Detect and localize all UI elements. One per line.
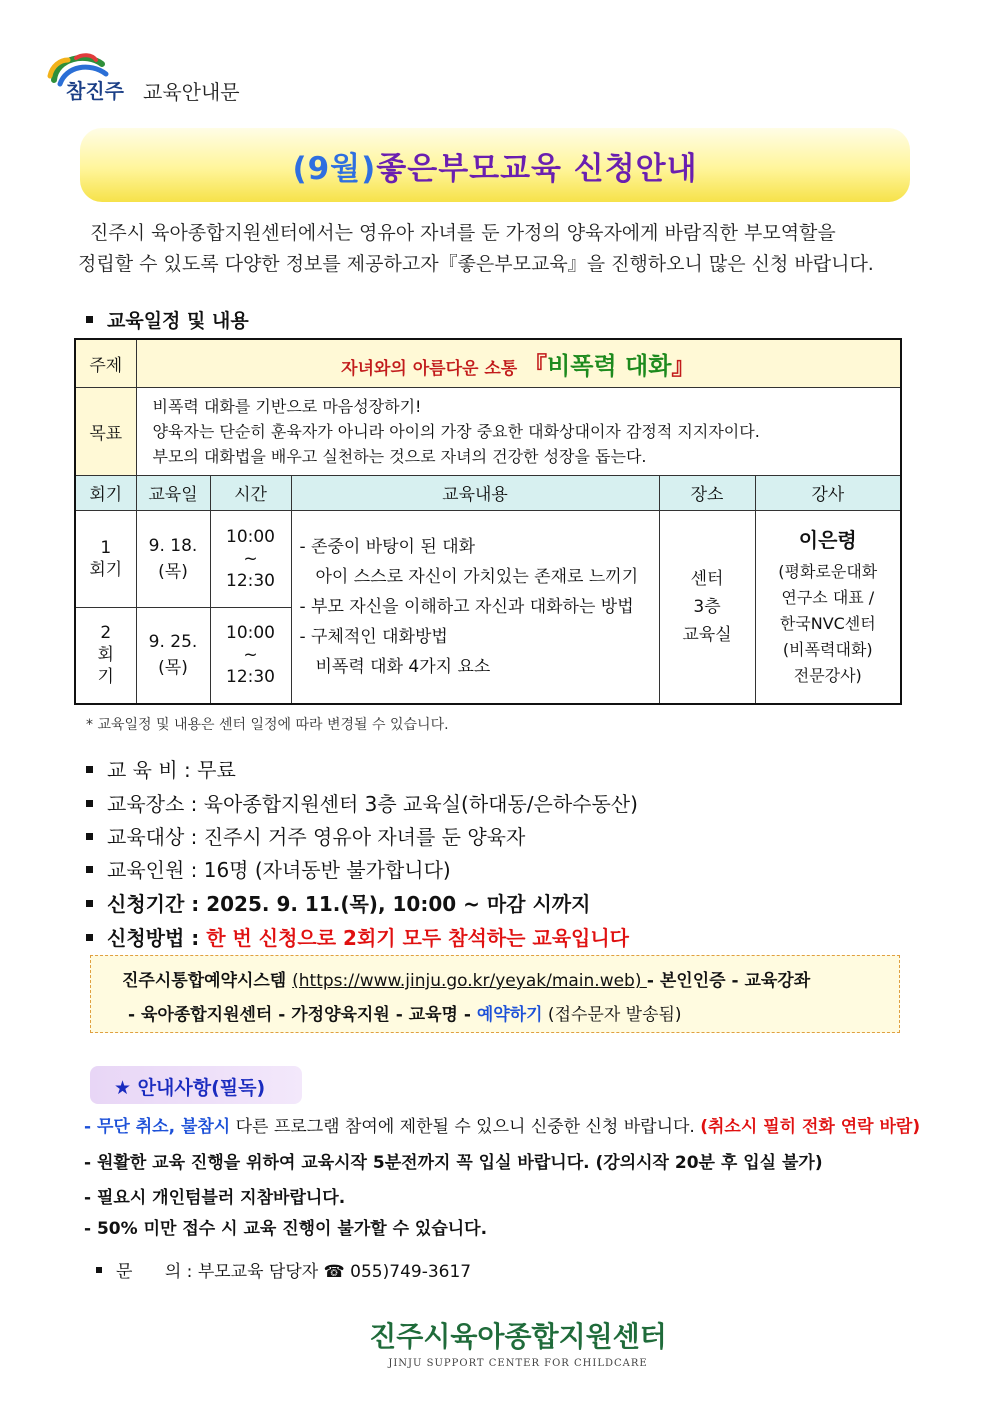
info-method: 신청방법 : 한 번 신청으로 2회기 모두 참석하는 교육입니다 [86,922,629,951]
info-method-label: 신청방법 [107,926,185,950]
contact-info: 문 의 : 부모교육 담당자 ☎ 055)749-3617 [96,1257,471,1282]
notice-line-1-text: 다른 프로그램 참여에 제한될 수 있으니 신중한 신청 바랍니다. [230,1117,701,1137]
apply-instructions-line-2 [128,1000,682,1025]
topic-prefix: 자녀와의 아름다운 소통 [341,358,524,379]
goal-cell [136,387,901,475]
intro-line-1: 진주시 육아종합지원센터에서는 영유아 자녀를 둔 가정의 양육자에게 바람직한 부모역할을 [90,222,836,244]
session-date: 9. 18. (목) [136,510,210,607]
center-logo-english: JINJU SUPPORT CENTER FOR CHILDCARE [388,1358,648,1369]
info-capacity-label: 교육인원 [107,858,185,882]
col-header-place: 장소 [659,475,755,510]
contents-line: - 존중이 바탕이 된 대화 [299,536,476,557]
notice-title: ★ 안내사항(필독) [114,1077,266,1099]
info-place: 교육장소 : 육아종합지원센터 3층 교육실(하대동/은하수동산) [86,788,638,817]
bullet-square-icon [86,866,93,873]
info-method-value: 한 번 신청으로 2회기 모두 참석하는 교육입니다 [206,926,629,950]
page-title [80,143,910,188]
topic-cell [136,339,901,387]
col-header-contents: 교육내용 [291,475,659,510]
apply-path-2: - 육아종합지원센터 - 가정양육지원 - 교육명 - [128,1005,477,1025]
info-fee: 교 육 비 : 무료 [86,754,236,783]
goal-label: 목표 [75,387,136,475]
goal-line: 양육자는 단순히 훈육자가 아니라 아이의 가장 중요한 대화상대이자 감정적 지지자이다. [152,421,760,441]
info-period-label: 신청기간 [107,892,185,916]
table-note: * 교육일정 및 내용은 센터 일정에 따라 변경될 수 있습니다. [86,717,449,733]
apply-path-1: - 본인인증 - 교육강좌 [646,971,811,991]
contents-line: 아이 스스로 자신이 가치있는 존재로 느끼기 [315,566,639,587]
bullet-square-icon [86,800,93,807]
info-capacity-value: 16명 (자녀동반 불가합니다) [203,858,451,882]
info-target-value: 진주시 거주 영유아 자녀를 둔 양육자 [203,825,526,849]
bullet-square-icon [86,316,93,323]
city-logo-text: 참진주 [66,79,124,102]
notice-line-4: - 50% 미만 접수 시 교육 진행이 불가할 수 있습니다. [84,1219,488,1239]
doc-type-label: 교육안내문 [143,80,240,104]
col-header-instructor: 강사 [755,475,901,510]
topic-label: 주제 [75,339,136,387]
bullet-square-icon [86,833,93,840]
contents-line: 비폭력 대화 4가지 요소 [315,656,491,677]
info-fee-label: 교 육 비 [107,758,178,782]
notice-line-3: - 필요시 개인텀블러 지참바랍니다. [84,1188,346,1208]
reserve-label: 예약하기 [476,1005,543,1025]
info-period-value: 2025. 9. 11.(목), 10:00 ~ 마감 시까지 [206,892,591,916]
section-schedule-heading [86,306,249,333]
instructor-name: 이은령 [798,528,857,553]
place-cell: 센터 3층 교육실 [659,510,755,704]
table-row [75,510,901,607]
topic-main: 비폭력 대화 [547,351,672,380]
title-month: (9월) [292,151,377,187]
notice-line-2: - 원활한 교육 진행을 위하여 교육시작 5분전까지 꼭 입실 바랍니다. (강의시작 20분 후 입실 불가) [84,1153,823,1173]
sms-note: (접수문자 발송됨) [542,1005,682,1025]
center-logo-name: 진주시육아종합지원센터 [369,1320,667,1353]
contents-line: - 부모 자신을 이해하고 자신과 대화하는 방법 [299,596,634,617]
session-number: 1 회기 [75,510,136,607]
topic-close-bracket: 』 [671,351,696,380]
bullet-square-icon [86,766,93,773]
reservation-system-name: 진주시통합예약시스템 [122,971,293,991]
info-place-value: 육아종합지원센터 3층 교육실(하대동/은하수동산) [203,792,638,816]
info-capacity: 교육인원 : 16명 (자녀동반 불가합니다) [86,854,451,883]
contents-cell [291,510,659,704]
contents-line: - 구체적인 대화방법 [299,626,448,647]
info-fee-value: 무료 [197,758,236,782]
notice-line-1-warning: (취소시 필히 전화 연락 바람) [700,1117,921,1137]
topic-open-bracket: 『 [523,351,548,380]
col-header-date: 교육일 [136,475,210,510]
session-number: 2 회 기 [75,607,136,704]
notice-line-1 [84,1112,920,1137]
info-target-label: 교육대상 [107,825,185,849]
title-text: 좋은부모교육 신청안내 [376,151,698,187]
goal-line: 부모의 대화법을 배우고 실천하는 것으로 자녀의 건강한 성장을 돕는다. [152,446,647,466]
bullet-square-icon [86,900,93,907]
col-header-time: 시간 [210,475,291,510]
center-logo [338,1316,698,1372]
instructor-desc: (평화로운대화 연구소 대표 / 한국NVC센터 (비폭력대화) 전문강사) [778,562,878,686]
apply-instructions-line-1 [122,966,810,991]
info-period: 신청기간 : 2025. 9. 11.(목), 10:00 ~ 마감 시까지 [86,888,590,917]
intro-paragraph [78,218,918,280]
section-schedule-title: 교육일정 및 내용 [107,310,249,332]
session-date: 9. 25. (목) [136,607,210,704]
bullet-square-icon [96,1267,102,1273]
reservation-url-link[interactable]: (https://www.jinju.go.kr/yeyak/main.web) [292,971,647,991]
instructor-cell [755,510,901,704]
info-place-label: 교육장소 [107,792,185,816]
intro-line-2: 정립할 수 있도록 다양한 정보를 제공하고자『좋은부모교육』을 진행하오니 많은 신청 바랍니다. [78,253,874,275]
city-logo [46,50,138,102]
session-time: 10:00 ~ 12:30 [210,510,291,607]
goal-line: 비폭력 대화를 기반으로 마음성장하기! [152,396,422,416]
session-time: 10:00 ~ 12:30 [210,607,291,704]
bullet-square-icon [86,934,93,941]
contact-text: 부모교육 담당자 ☎ 055)749-3617 [197,1262,472,1282]
contact-label: 문 의 [116,1262,182,1282]
info-target: 교육대상 : 진주시 거주 영유아 자녀를 둔 양육자 [86,821,525,850]
schedule-table [74,338,902,705]
notice-line-1-highlight: - 무단 취소, 불참시 [84,1117,231,1137]
col-header-session: 회기 [75,475,136,510]
